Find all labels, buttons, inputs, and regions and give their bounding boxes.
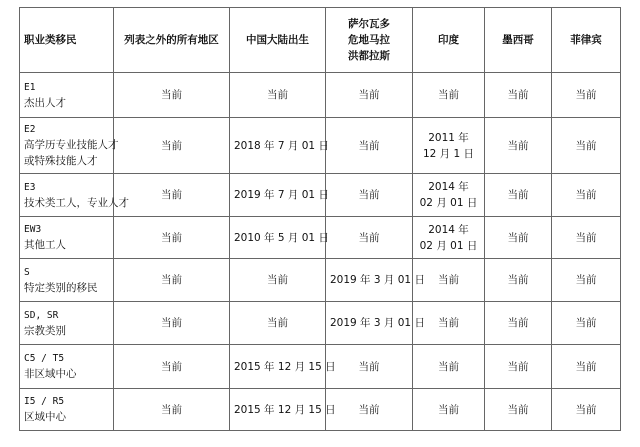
date-value: 当前 [358, 231, 380, 244]
category-code: SD, SR [24, 309, 59, 321]
table-row [20, 302, 621, 345]
date-value: 02 月 01 日 [419, 197, 478, 209]
date-value: 当前 [507, 231, 529, 244]
category-name: 高学历专业技能人才 [24, 139, 119, 151]
date-cell [230, 259, 326, 302]
table-row [20, 345, 621, 389]
header-philippines-label: 菲律宾 [570, 34, 602, 46]
header-china-label: 中国大陆出生 [246, 34, 309, 46]
date-value: 当前 [575, 189, 597, 201]
date-value: 当前 [507, 139, 529, 152]
table-row [20, 73, 621, 118]
date-cell [230, 217, 329, 259]
date-value: 2015 年 12 月 15 日 [234, 403, 336, 416]
date-cell [552, 118, 621, 174]
category-name: 技术类工人，专业人才 [24, 196, 129, 209]
date-cell [485, 118, 552, 174]
header-category-label: 职业类移民 [24, 34, 77, 46]
date-cell [230, 73, 326, 118]
category-code: C5 / T5 [24, 353, 65, 364]
date-value: 当前 [575, 360, 597, 373]
header-central-america [326, 8, 413, 73]
date-cell [413, 345, 485, 389]
date-value: 当前 [438, 89, 459, 101]
table-row [20, 118, 621, 174]
category-code: I5 / R5 [24, 396, 65, 407]
date-value: 2019 年 3 月 01 日 [330, 317, 425, 329]
header-row [20, 8, 621, 73]
date-cell [114, 389, 230, 431]
date-value: 当前 [358, 403, 380, 416]
date-value: 当前 [161, 189, 182, 201]
date-value: 12 月 1 日 [422, 147, 475, 160]
category-cell [20, 174, 129, 217]
date-cell [413, 73, 485, 118]
date-value: 当前 [161, 139, 182, 152]
date-value: 当前 [161, 231, 182, 244]
date-cell [326, 389, 413, 431]
category-code: S [24, 266, 30, 278]
header-mexico [485, 8, 552, 73]
date-value: 当前 [438, 403, 459, 416]
date-cell [413, 118, 485, 174]
category-name: 特定类别的移民 [24, 281, 98, 294]
header-central-america-line-3: 洪都拉斯 [348, 50, 390, 62]
header-all-other-label: 列表之外的所有地区 [124, 34, 219, 46]
date-cell [114, 259, 230, 302]
date-cell [485, 302, 552, 345]
date-cell [485, 217, 552, 259]
date-value: 当前 [358, 189, 380, 201]
date-value: 当前 [438, 274, 459, 286]
date-cell [114, 73, 230, 118]
category-cell [20, 345, 114, 389]
date-cell [230, 174, 329, 217]
date-cell [230, 345, 336, 389]
date-value: 当前 [575, 231, 597, 244]
category-name: 杰出人才 [24, 96, 66, 109]
date-cell [114, 345, 230, 389]
category-name: 宗教类别 [24, 324, 66, 337]
date-value: 2011 年 [428, 131, 469, 144]
table-row [20, 174, 621, 217]
date-value: 2014 年 [428, 181, 469, 193]
date-value: 2019 年 3 月 01 日 [330, 274, 425, 286]
category-code: E1 [24, 81, 36, 93]
date-cell [114, 174, 230, 217]
date-cell [326, 217, 413, 259]
date-value: 当前 [161, 317, 182, 329]
date-cell [552, 389, 621, 431]
header-category [20, 8, 114, 73]
date-value: 当前 [507, 360, 529, 373]
date-cell [326, 259, 425, 302]
category-cell [20, 73, 114, 118]
date-cell [485, 259, 552, 302]
date-cell [230, 118, 329, 174]
table-row [20, 259, 621, 302]
date-value: 当前 [161, 403, 182, 416]
date-cell [413, 174, 485, 217]
date-value: 当前 [575, 139, 597, 152]
date-value: 当前 [267, 89, 288, 101]
date-cell [326, 174, 413, 217]
date-value: 当前 [161, 360, 182, 373]
date-value: 当前 [507, 189, 529, 201]
date-cell [552, 174, 621, 217]
date-value: 当前 [358, 139, 380, 152]
category-code: E2 [24, 124, 36, 135]
date-value: 当前 [358, 89, 380, 101]
date-value: 2015 年 12 月 15 日 [234, 360, 336, 373]
category-name: 非区域中心 [24, 368, 77, 380]
date-value: 2019 年 7 月 01 日 [234, 189, 329, 201]
category-name: 区域中心 [24, 411, 66, 423]
date-cell [326, 302, 425, 345]
date-value: 02 月 01 日 [419, 239, 478, 252]
date-value: 当前 [267, 274, 288, 286]
date-value: 当前 [575, 89, 597, 101]
category-cell [20, 118, 119, 174]
category-name: 或特殊技能人才 [24, 155, 98, 167]
date-value: 当前 [358, 360, 380, 373]
header-philippines [552, 8, 621, 73]
category-cell [20, 217, 114, 259]
date-cell [114, 118, 230, 174]
date-value: 当前 [507, 274, 529, 286]
date-cell [552, 302, 621, 345]
date-value: 2018 年 7 月 01 日 [234, 139, 329, 152]
date-cell [485, 389, 552, 431]
table-row [20, 217, 621, 259]
visa-bulletin-table [19, 7, 621, 431]
date-cell [114, 302, 230, 345]
category-name: 其他工人 [24, 239, 66, 251]
table-row [20, 389, 621, 431]
date-cell [552, 259, 621, 302]
date-cell [485, 174, 552, 217]
date-cell [326, 118, 413, 174]
date-value: 当前 [575, 274, 597, 286]
date-value: 当前 [575, 317, 597, 329]
date-cell [485, 345, 552, 389]
header-central-america-line-1: 萨尔瓦多 [348, 18, 390, 30]
date-value: 2014 年 [428, 223, 469, 236]
date-cell [326, 73, 413, 118]
header-china [230, 8, 326, 73]
date-cell [485, 73, 552, 118]
date-value: 当前 [507, 317, 529, 329]
date-value: 2010 年 5 月 01 日 [234, 231, 329, 244]
header-mexico-label: 墨西哥 [502, 34, 534, 46]
header-india [413, 8, 485, 73]
date-value: 当前 [575, 403, 597, 416]
date-cell [114, 217, 230, 259]
date-cell [413, 217, 485, 259]
date-value: 当前 [267, 317, 288, 329]
category-cell [20, 302, 114, 345]
date-value: 当前 [438, 360, 459, 373]
category-code: E3 [24, 181, 36, 193]
date-value: 当前 [438, 317, 459, 329]
date-cell [552, 73, 621, 118]
date-value: 当前 [161, 89, 182, 101]
header-all-other [114, 8, 230, 73]
date-value: 当前 [507, 403, 529, 416]
date-value: 当前 [507, 89, 529, 101]
date-cell [413, 389, 485, 431]
date-cell [552, 217, 621, 259]
category-code: EW3 [24, 224, 42, 235]
category-cell [20, 389, 114, 431]
date-cell [230, 302, 326, 345]
header-central-america-line-2: 危地马拉 [348, 34, 390, 46]
category-cell [20, 259, 114, 302]
date-cell [326, 345, 413, 389]
header-india-label: 印度 [438, 34, 459, 46]
date-cell [552, 345, 621, 389]
date-value: 当前 [161, 274, 182, 286]
date-cell [230, 389, 336, 431]
